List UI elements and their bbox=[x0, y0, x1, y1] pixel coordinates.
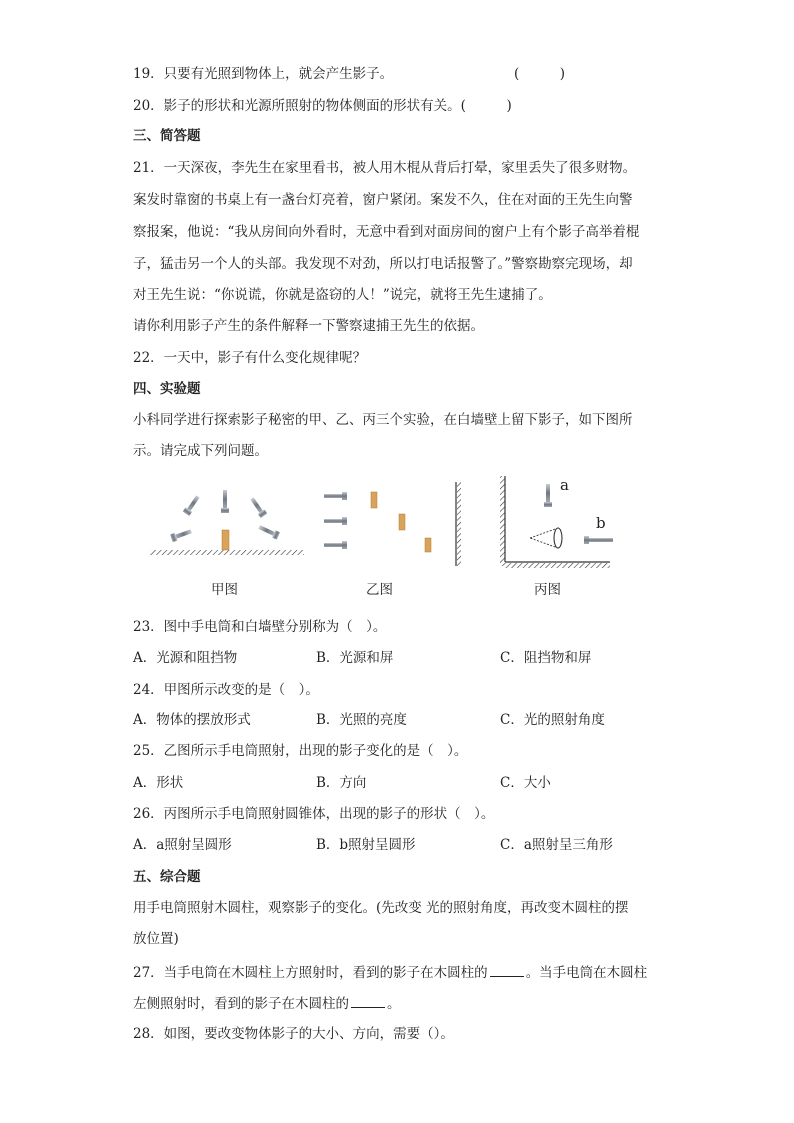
intro4-line: 示。请完成下列问题。 bbox=[133, 443, 268, 459]
wood-block bbox=[425, 538, 431, 552]
q27-part2: 。当手电筒在木圆柱 bbox=[525, 965, 648, 981]
flashlight-a-icon bbox=[544, 484, 552, 507]
intro4-line: 小科同学进行探索影子秘密的甲、乙、丙三个实验，在白墙壁上留下影子，如下图所 bbox=[133, 412, 633, 428]
q24-option-a[interactable]: A．物体的摆放形式 bbox=[133, 712, 251, 728]
q26-option-b[interactable]: B．b照射呈圆形 bbox=[316, 837, 416, 853]
intro5-line: 放位置) bbox=[133, 931, 179, 947]
q26-text: 26．丙图所示手电筒照射圆锥体，出现的影子的形状（ ）。 bbox=[133, 806, 495, 822]
q24-option-b[interactable]: B．光照的亮度 bbox=[316, 712, 407, 728]
flashlight-icon bbox=[170, 527, 192, 542]
flashlight-icon bbox=[258, 523, 280, 539]
wood-block bbox=[222, 530, 229, 550]
flashlight-icon bbox=[324, 517, 347, 525]
q23-option-a[interactable]: A．光源和阻挡物 bbox=[133, 650, 238, 666]
flashlight-icon bbox=[183, 494, 202, 516]
q27-blank-2[interactable] bbox=[351, 993, 385, 1008]
wall-hatch bbox=[500, 476, 505, 566]
caption-yi: 乙图 bbox=[366, 582, 393, 598]
wood-block bbox=[399, 514, 405, 530]
q24-option-c[interactable]: C．光的照射角度 bbox=[500, 712, 605, 728]
section-3-heading: 三、简答题 bbox=[133, 128, 201, 144]
q19-text: 19．只要有光照到物体上，就会产生影子。 bbox=[133, 66, 394, 82]
q28-text: 28．如图，要改变物体影子的大小、方向，需要（）。 bbox=[133, 1026, 454, 1042]
q21-line: 21．一天深夜，李先生在家里看书，被人用木棍从背后打晕，家里丢失了很多财物。 bbox=[133, 160, 637, 176]
q19-answer-paren[interactable]: ( ) bbox=[514, 66, 566, 82]
figure-yi bbox=[318, 478, 468, 568]
q27-part1: 27．当手电筒在木圆柱上方照射时，看到的影子在木圆柱的 bbox=[133, 965, 488, 981]
q20-text: 20．影子的形状和光源所照射的物体侧面的形状有关。( ) bbox=[133, 98, 512, 114]
caption-jia: 甲图 bbox=[211, 582, 238, 598]
q26-option-a[interactable]: A．a照射呈圆形 bbox=[133, 837, 232, 853]
q21-line: 对王先生说：“你说谎，你就是盗窃的人！”说完，就将王先生逮捕了。 bbox=[133, 287, 552, 303]
section-4-heading: 四、实验题 bbox=[133, 381, 201, 397]
q23-text: 23．图中手电筒和白墙壁分别称为（ ）。 bbox=[133, 619, 387, 635]
q21-line: 案发时靠窗的书桌上有一盏台灯亮着，窗户紧闭。案发不久，住在对面的王先生向警 bbox=[133, 192, 633, 208]
q22-text: 22．一天中，影子有什么变化规律呢？ bbox=[133, 350, 367, 366]
q21-line: 察报案，他说：“我从房间向外看时，无意中看到对面房间的窗户上有个影子高举着棍 bbox=[133, 224, 640, 240]
floor-hatch bbox=[505, 563, 610, 568]
q25-option-c[interactable]: C．大小 bbox=[500, 775, 551, 791]
figure-jia bbox=[148, 478, 308, 560]
q21-line: 请你利用影子产生的条件解释一下警察逮捕王先生的依据。 bbox=[133, 318, 484, 334]
flashlight-b-icon bbox=[584, 536, 613, 544]
q27-part3: 左侧照射时，看到的影子在木圆柱的 bbox=[133, 996, 349, 1012]
q27-line-2 bbox=[133, 993, 401, 1014]
q25-text: 25．乙图所示手电筒照射，出现的影子变化的是（ ）。 bbox=[133, 743, 468, 759]
wall-hatch bbox=[457, 482, 461, 566]
q25-option-b[interactable]: B．方向 bbox=[316, 775, 367, 791]
q25-option-a[interactable]: A．形状 bbox=[133, 775, 184, 791]
q23-option-c[interactable]: C．阻挡物和屏 bbox=[500, 650, 592, 666]
caption-bing: 丙图 bbox=[534, 582, 561, 598]
q27-blank-1[interactable] bbox=[490, 962, 524, 977]
q21-line: 子，猛击另一个人的头部。我发现不对劲，所以打电话报警了。”警察勘察完现场，却 bbox=[133, 256, 633, 272]
flashlight-icon bbox=[324, 541, 347, 549]
flashlight-icon bbox=[221, 490, 229, 513]
intro5-line: 用手电筒照射木圆柱，观察影子的变化。(先改变 光的照射角度，再改变木圆柱的摆 bbox=[133, 900, 629, 916]
q27-line-1 bbox=[133, 962, 647, 983]
label-a: a bbox=[560, 476, 569, 494]
q27-part4: 。 bbox=[387, 996, 401, 1012]
flashlight-icon bbox=[324, 492, 347, 500]
q26-option-c[interactable]: C．a照射呈三角形 bbox=[500, 837, 613, 853]
cone-shape bbox=[530, 528, 562, 548]
section-5-heading: 五、综合题 bbox=[133, 869, 201, 885]
label-b: b bbox=[596, 514, 606, 532]
wood-block bbox=[371, 492, 377, 508]
q24-text: 24．甲图所示改变的是（ ）。 bbox=[133, 682, 319, 698]
flashlight-icon bbox=[249, 496, 268, 518]
q23-option-b[interactable]: B．光源和屏 bbox=[316, 650, 394, 666]
ground-hatch bbox=[150, 550, 304, 555]
